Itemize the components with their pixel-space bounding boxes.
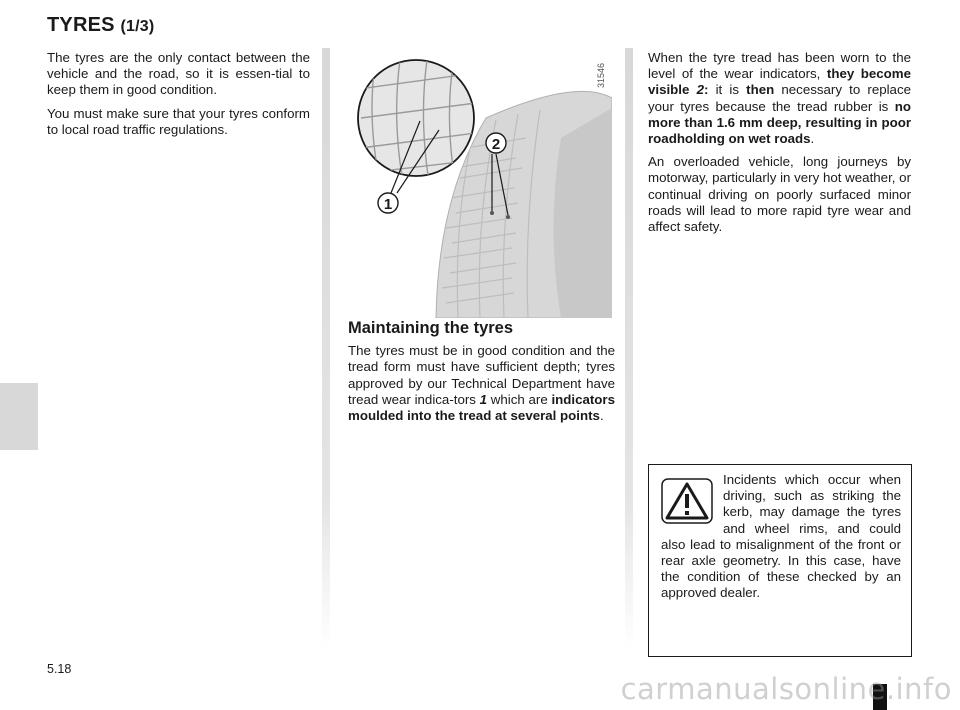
page-title (47, 14, 154, 37)
warning-triangle-icon (661, 478, 713, 524)
overload-paragraph: An overloaded vehicle, long journeys by motorway, particularly in very hot weather, or continual driving on poorly surfaced minor roads will lead to more rapid tyre wear and affect safety. (648, 154, 911, 235)
chapter-tab (0, 383, 38, 450)
column-divider (322, 48, 330, 648)
warning-text: Incidents which occur when driving, such as striking the kerb, may damage the tyres and wheel rims, and could also lead to misalignment of the front or rear axle geometry. In this case, have the condition of these checked by an approved dealer. (661, 472, 901, 601)
column-divider (625, 48, 633, 648)
maintaining-paragraph: The tyres must be in good condition and the tread form must have sufficient depth; tyres approved by our Technical Department have tread wear indica-tors 1 which are indicators moulded into the tread at several points. (348, 343, 615, 424)
section-heading: Maintaining the tyres (348, 319, 514, 337)
callout-2-label: 2 (491, 136, 501, 153)
tyre-illustration (346, 48, 612, 318)
callout-1-label: 1 (383, 196, 393, 213)
page-number: 5.18 (47, 662, 72, 676)
warning-box (648, 464, 912, 657)
wear-paragraph: When the tyre tread has been worn to the level of the wear indicators, they become visible 2: it is then necessary to replace your tyres because the tread rubber is no more than 1.6 mm deep, resulting in poor roadholding on wet roads. (648, 50, 911, 147)
page-title-subtitle: (1/3) (120, 18, 155, 35)
watermark: carmanualsonline.info (620, 672, 952, 706)
maintaining-section (348, 320, 615, 431)
figure-number: 31546 (596, 62, 606, 88)
wear-column (648, 50, 911, 242)
page-title-text: TYRES (47, 14, 115, 36)
intro-paragraph: You must make sure that your tyres conform to local road traffic regulations. (47, 105, 310, 137)
intro-column (47, 50, 310, 145)
intro-paragraph: The tyres are the only contact between the vehicle and the road, so it is essen-tial to keep them in good condition. (47, 50, 310, 98)
